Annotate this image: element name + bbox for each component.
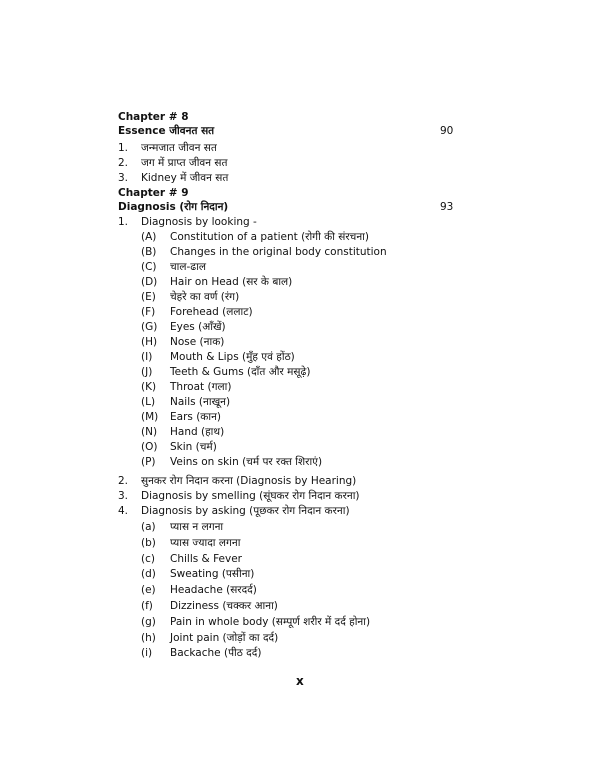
- item-text: सुनकर रोग निदान करना (Diagnosis by Hearing): [141, 475, 357, 487]
- sub-item-text: प्यास ज्यादा लगना: [170, 537, 241, 549]
- sub-item-letter: (D): [141, 276, 158, 288]
- item-number: 3.: [118, 490, 129, 502]
- item-text: जन्मजात जीवन सत: [141, 142, 217, 154]
- item-number: 2.: [118, 157, 129, 169]
- sub-item-letter: (c): [141, 553, 155, 565]
- sub-item-letter: (e): [141, 584, 156, 596]
- sub-item-text: चेहरे का वर्ण (रंग): [170, 291, 240, 303]
- sub-item-text: Throat (गला): [170, 381, 232, 393]
- sub-item-text: Teeth & Gums (दाँत और मसूढ़े): [170, 366, 311, 378]
- sub-item-text: Changes in the original body constitution: [170, 246, 387, 258]
- chapter-8-page-number: 90: [440, 125, 454, 137]
- item-text: Diagnosis by looking -: [141, 216, 257, 228]
- chapter-9-title-text: Diagnosis (रोग निदान): [118, 201, 229, 213]
- sub-item-letter: (g): [141, 616, 156, 628]
- sub-item-text: Nails (नाखून): [170, 396, 231, 408]
- item-text: Diagnosis by asking (पूछकर रोग निदान करना): [141, 505, 350, 517]
- chapter-9-page-number: 93: [440, 201, 454, 213]
- sub-item-letter: (d): [141, 568, 156, 580]
- sub-item-letter: (E): [141, 291, 156, 303]
- sub-item-text: Hand (हाथ): [170, 426, 225, 438]
- sub-item-text: Pain in whole body (सम्पूर्ण शरीर में दर्द होना): [170, 616, 371, 628]
- sub-item-text: Nose (नाक): [170, 336, 225, 348]
- item-number: 1.: [118, 216, 129, 228]
- sub-item-letter: (O): [141, 441, 158, 453]
- sub-item-text: Eyes (आँखें): [170, 321, 226, 333]
- sub-item-letter: (i): [141, 647, 153, 659]
- sub-item-text: चाल-ढाल: [170, 261, 207, 273]
- sub-item-text: Mouth & Lips (मुँह एवं होंठ): [170, 351, 295, 363]
- sub-item-letter: (K): [141, 381, 157, 393]
- item-number: 1.: [118, 142, 129, 154]
- sub-item-letter: (I): [141, 351, 153, 363]
- sub-item-text: प्यास न लगना: [170, 521, 224, 533]
- sub-item-text: Backache (पीठ दर्द): [170, 647, 262, 659]
- sub-item-text: Skin (चर्म): [170, 441, 217, 453]
- sub-item-text: Joint pain (जोड़ों का दर्द): [170, 632, 279, 644]
- sub-item-letter: (h): [141, 632, 156, 644]
- item-text: जग में प्राप्त जीवन सत: [141, 157, 228, 169]
- sub-item-letter: (f): [141, 600, 153, 612]
- item-number: 4.: [118, 505, 129, 517]
- sub-item-text: Constitution of a patient (रोगी की संरचना): [170, 231, 369, 243]
- sub-item-text: Hair on Head (सर के बाल): [170, 276, 293, 288]
- item-number: 2.: [118, 475, 129, 487]
- sub-item-letter: (J): [141, 366, 153, 378]
- item-text: Diagnosis by smelling (सूंघकर रोग निदान करना): [141, 490, 360, 502]
- sub-item-text: Sweating (पसीना): [170, 568, 255, 580]
- sub-item-letter: (A): [141, 231, 157, 243]
- sub-item-letter: (B): [141, 246, 157, 258]
- sub-item-letter: (C): [141, 261, 157, 273]
- chapter-9-heading-text: Chapter # 9: [118, 187, 189, 199]
- sub-item-letter: (H): [141, 336, 158, 348]
- sub-item-text: Forehead (ललाट): [170, 306, 253, 318]
- item-text: Kidney में जीवन सत: [141, 172, 229, 184]
- sub-item-text: Headache (सरदर्द): [170, 584, 257, 596]
- chapter-8-title-text: Essence जीवनत सत: [118, 125, 215, 137]
- sub-item-text: Chills & Fever: [170, 553, 242, 565]
- sub-item-letter: (L): [141, 396, 156, 408]
- sub-item-letter: (P): [141, 456, 156, 468]
- sub-item-letter: (F): [141, 306, 156, 318]
- page-marker: x: [296, 674, 304, 688]
- item-number: 3.: [118, 172, 129, 184]
- sub-item-text: Ears (कान): [170, 411, 221, 423]
- sub-item-text: Dizziness (चक्कर आना): [170, 600, 278, 612]
- sub-item-letter: (a): [141, 521, 156, 533]
- sub-item-letter: (G): [141, 321, 158, 333]
- sub-item-letter: (M): [141, 411, 159, 423]
- chapter-8-heading-text: Chapter # 8: [118, 111, 189, 123]
- sub-item-text: Veins on skin (चर्म पर रक्त शिराएं): [170, 456, 323, 468]
- sub-item-letter: (N): [141, 426, 158, 438]
- sub-item-letter: (b): [141, 537, 156, 549]
